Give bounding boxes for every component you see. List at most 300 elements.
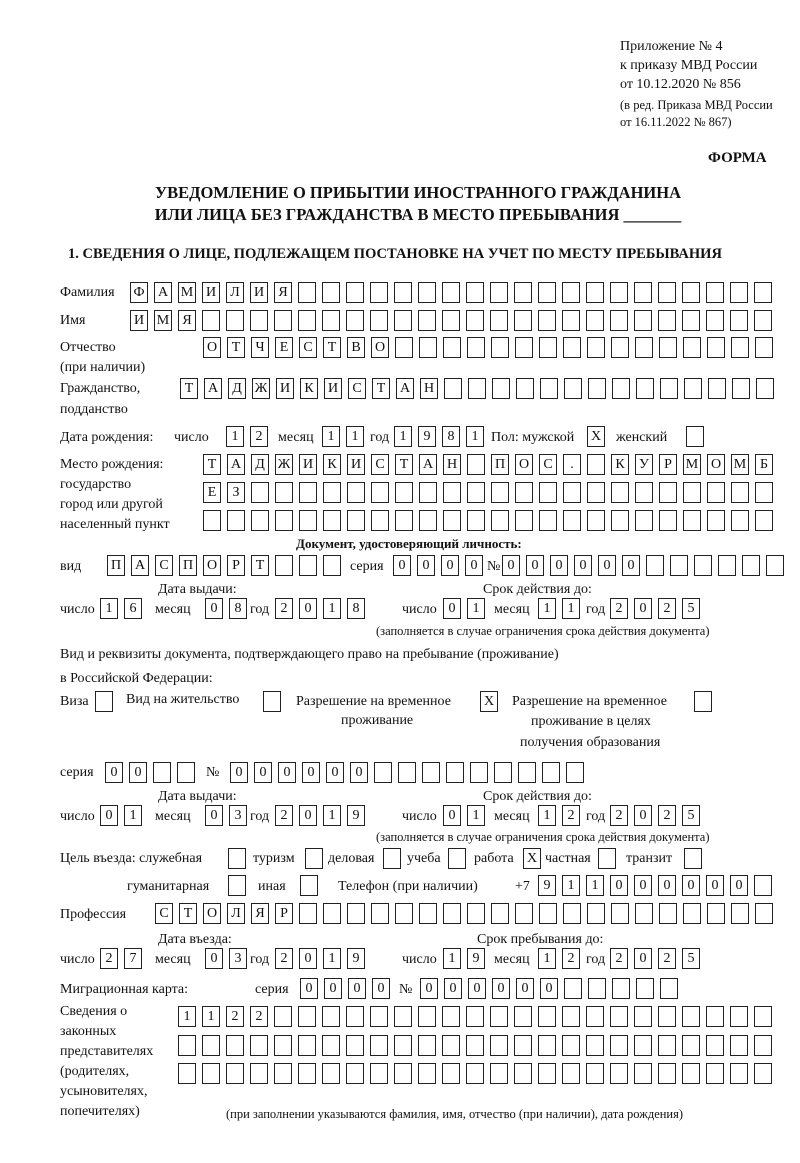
doc-kind-cell[interactable] bbox=[299, 555, 317, 576]
profession-cell[interactable]: Я bbox=[251, 903, 269, 924]
reps1-cell[interactable] bbox=[394, 1006, 412, 1027]
right-series-cell[interactable]: 0 bbox=[105, 762, 123, 783]
birthplace2-cell[interactable] bbox=[395, 482, 413, 503]
profession-cell[interactable] bbox=[755, 903, 773, 924]
doc-series-cell[interactable]: 0 bbox=[465, 555, 483, 576]
birthplace3-cell[interactable] bbox=[419, 510, 437, 531]
right-number-cell[interactable] bbox=[374, 762, 392, 783]
birthplace1-cell[interactable]: О bbox=[707, 454, 725, 475]
reps3-cell[interactable] bbox=[466, 1063, 484, 1084]
citizenship-cell[interactable]: А bbox=[396, 378, 414, 399]
name-cell[interactable] bbox=[610, 310, 628, 331]
birthplace1-cell[interactable]: . bbox=[563, 454, 581, 475]
patronymic-cell[interactable] bbox=[395, 337, 413, 358]
stay-month-cell[interactable]: 2 bbox=[562, 948, 580, 969]
reps3-cell[interactable] bbox=[202, 1063, 220, 1084]
temp-res-cell[interactable]: X bbox=[480, 691, 498, 712]
citizenship-cell[interactable] bbox=[660, 378, 678, 399]
citizenship-cell[interactable] bbox=[684, 378, 702, 399]
profession-cell[interactable] bbox=[515, 903, 533, 924]
birthplace3-cell[interactable] bbox=[731, 510, 749, 531]
reps2-cell[interactable] bbox=[394, 1035, 412, 1056]
doc-valid-year-cell[interactable]: 2 bbox=[610, 598, 628, 619]
doc-issue-year-cell[interactable]: 0 bbox=[299, 598, 317, 619]
stay-year-cell[interactable]: 5 bbox=[682, 948, 700, 969]
patronymic-cell[interactable] bbox=[539, 337, 557, 358]
p-service-cell[interactable] bbox=[228, 848, 246, 869]
stay-year-cell[interactable]: 2 bbox=[610, 948, 628, 969]
profession-cell[interactable] bbox=[659, 903, 677, 924]
surname-cell[interactable] bbox=[634, 282, 652, 303]
name-cell[interactable]: М bbox=[154, 310, 172, 331]
citizenship-cell[interactable] bbox=[444, 378, 462, 399]
birthplace2-cell[interactable] bbox=[587, 482, 605, 503]
p-private-cell[interactable] bbox=[598, 848, 616, 869]
doc-kind-cell[interactable]: П bbox=[107, 555, 125, 576]
p-tourism-cell[interactable] bbox=[305, 848, 323, 869]
doc-number-cell[interactable]: 0 bbox=[502, 555, 520, 576]
citizenship-cell[interactable] bbox=[468, 378, 486, 399]
birthplace2-cell[interactable] bbox=[683, 482, 701, 503]
birth-year-cell[interactable]: 9 bbox=[418, 426, 436, 447]
reps2-cell[interactable] bbox=[562, 1035, 580, 1056]
profession-cell[interactable]: Р bbox=[275, 903, 293, 924]
doc-valid-month-cell[interactable]: 1 bbox=[562, 598, 580, 619]
reps1-cell[interactable] bbox=[586, 1006, 604, 1027]
reps2-cell[interactable] bbox=[754, 1035, 772, 1056]
surname-cell[interactable]: Л bbox=[226, 282, 244, 303]
birthplace3-cell[interactable] bbox=[563, 510, 581, 531]
reps2-cell[interactable] bbox=[610, 1035, 628, 1056]
reps2-cell[interactable] bbox=[706, 1035, 724, 1056]
reps1-cell[interactable] bbox=[274, 1006, 292, 1027]
name-cell[interactable] bbox=[706, 310, 724, 331]
citizenship-cell[interactable] bbox=[732, 378, 750, 399]
profession-cell[interactable] bbox=[323, 903, 341, 924]
right-valid-day-cell[interactable]: 1 bbox=[467, 805, 485, 826]
doc-number-cell[interactable]: 0 bbox=[622, 555, 640, 576]
birthplace2-cell[interactable] bbox=[419, 482, 437, 503]
stay-year-cell[interactable]: 2 bbox=[658, 948, 676, 969]
birthplace2-cell[interactable]: З bbox=[227, 482, 245, 503]
doc-kind-cell[interactable] bbox=[275, 555, 293, 576]
right-valid-year-cell[interactable]: 2 bbox=[610, 805, 628, 826]
citizenship-cell[interactable]: И bbox=[324, 378, 342, 399]
birthplace2-cell[interactable] bbox=[251, 482, 269, 503]
doc-issue-day-cell[interactable]: 1 bbox=[100, 598, 118, 619]
phone-cell[interactable]: 1 bbox=[562, 875, 580, 896]
doc-kind-cell[interactable] bbox=[323, 555, 341, 576]
citizenship-cell[interactable]: Т bbox=[180, 378, 198, 399]
surname-cell[interactable] bbox=[706, 282, 724, 303]
right-number-cell[interactable] bbox=[542, 762, 560, 783]
surname-cell[interactable]: И bbox=[250, 282, 268, 303]
name-cell[interactable] bbox=[562, 310, 580, 331]
doc-number-cell[interactable] bbox=[766, 555, 784, 576]
birthplace3-cell[interactable] bbox=[299, 510, 317, 531]
reps3-cell[interactable] bbox=[658, 1063, 676, 1084]
birthplace1-cell[interactable] bbox=[587, 454, 605, 475]
profession-cell[interactable] bbox=[635, 903, 653, 924]
birthplace3-cell[interactable] bbox=[227, 510, 245, 531]
patronymic-cell[interactable]: Е bbox=[275, 337, 293, 358]
right-issue-month-cell[interactable]: 0 bbox=[205, 805, 223, 826]
name-cell[interactable] bbox=[586, 310, 604, 331]
right-series-cell[interactable] bbox=[153, 762, 171, 783]
citizenship-cell[interactable]: К bbox=[300, 378, 318, 399]
reps1-cell[interactable] bbox=[682, 1006, 700, 1027]
reps1-cell[interactable] bbox=[346, 1006, 364, 1027]
reps1-cell[interactable] bbox=[706, 1006, 724, 1027]
reps2-cell[interactable] bbox=[514, 1035, 532, 1056]
reps3-cell[interactable] bbox=[562, 1063, 580, 1084]
birthplace3-cell[interactable] bbox=[515, 510, 533, 531]
surname-cell[interactable] bbox=[514, 282, 532, 303]
reps2-cell[interactable] bbox=[586, 1035, 604, 1056]
p-other-cell[interactable] bbox=[300, 875, 318, 896]
reps3-cell[interactable] bbox=[634, 1063, 652, 1084]
citizenship-cell[interactable]: Н bbox=[420, 378, 438, 399]
birthplace3-cell[interactable] bbox=[491, 510, 509, 531]
reps1-cell[interactable]: 1 bbox=[178, 1006, 196, 1027]
doc-kind-cell[interactable]: А bbox=[131, 555, 149, 576]
patronymic-cell[interactable] bbox=[707, 337, 725, 358]
birthplace3-cell[interactable] bbox=[539, 510, 557, 531]
birthplace1-cell[interactable]: А bbox=[227, 454, 245, 475]
birthplace1-cell[interactable]: Б bbox=[755, 454, 773, 475]
patronymic-cell[interactable]: В bbox=[347, 337, 365, 358]
birthplace1-cell[interactable]: К bbox=[611, 454, 629, 475]
visa-cell[interactable] bbox=[95, 691, 113, 712]
reps3-cell[interactable] bbox=[322, 1063, 340, 1084]
reps2-cell[interactable] bbox=[442, 1035, 460, 1056]
name-cell[interactable]: И bbox=[130, 310, 148, 331]
reps2-cell[interactable] bbox=[322, 1035, 340, 1056]
birthplace3-cell[interactable] bbox=[587, 510, 605, 531]
mig-number-cell[interactable] bbox=[660, 978, 678, 999]
doc-number-cell[interactable]: 0 bbox=[574, 555, 592, 576]
reps3-cell[interactable] bbox=[442, 1063, 460, 1084]
birthplace1-cell[interactable]: И bbox=[299, 454, 317, 475]
birthplace1-cell[interactable]: Д bbox=[251, 454, 269, 475]
reps1-cell[interactable] bbox=[610, 1006, 628, 1027]
birthplace3-cell[interactable] bbox=[611, 510, 629, 531]
reps1-cell[interactable] bbox=[514, 1006, 532, 1027]
reps2-cell[interactable] bbox=[466, 1035, 484, 1056]
right-valid-year-cell[interactable]: 2 bbox=[658, 805, 676, 826]
citizenship-cell[interactable]: Д bbox=[228, 378, 246, 399]
reps2-cell[interactable] bbox=[418, 1035, 436, 1056]
surname-cell[interactable] bbox=[562, 282, 580, 303]
doc-number-cell[interactable]: 0 bbox=[598, 555, 616, 576]
birthplace2-cell[interactable] bbox=[611, 482, 629, 503]
doc-number-cell[interactable] bbox=[670, 555, 688, 576]
reps3-cell[interactable] bbox=[418, 1063, 436, 1084]
birthplace1-cell[interactable]: У bbox=[635, 454, 653, 475]
name-cell[interactable] bbox=[346, 310, 364, 331]
surname-cell[interactable] bbox=[442, 282, 460, 303]
reps1-cell[interactable] bbox=[730, 1006, 748, 1027]
birthplace2-cell[interactable] bbox=[491, 482, 509, 503]
patronymic-cell[interactable]: О bbox=[371, 337, 389, 358]
citizenship-cell[interactable] bbox=[756, 378, 774, 399]
reps2-cell[interactable] bbox=[226, 1035, 244, 1056]
reps3-cell[interactable] bbox=[274, 1063, 292, 1084]
name-cell[interactable]: Я bbox=[178, 310, 196, 331]
citizenship-cell[interactable] bbox=[636, 378, 654, 399]
birth-month-cell[interactable]: 1 bbox=[346, 426, 364, 447]
surname-cell[interactable]: И bbox=[202, 282, 220, 303]
mig-number-cell[interactable] bbox=[636, 978, 654, 999]
birthplace3-cell[interactable] bbox=[371, 510, 389, 531]
birthplace3-cell[interactable] bbox=[683, 510, 701, 531]
entry-year-cell[interactable]: 2 bbox=[275, 948, 293, 969]
profession-cell[interactable]: О bbox=[203, 903, 221, 924]
birthplace3-cell[interactable] bbox=[251, 510, 269, 531]
birthplace2-cell[interactable] bbox=[299, 482, 317, 503]
doc-series-cell[interactable]: 0 bbox=[441, 555, 459, 576]
birthplace3-cell[interactable] bbox=[755, 510, 773, 531]
name-cell[interactable] bbox=[442, 310, 460, 331]
birthplace3-cell[interactable] bbox=[275, 510, 293, 531]
phone-cell[interactable]: 0 bbox=[610, 875, 628, 896]
phone-cell[interactable]: 1 bbox=[586, 875, 604, 896]
citizenship-cell[interactable]: Т bbox=[372, 378, 390, 399]
birthplace2-cell[interactable] bbox=[467, 482, 485, 503]
reps2-cell[interactable] bbox=[370, 1035, 388, 1056]
mig-number-cell[interactable]: 0 bbox=[444, 978, 462, 999]
patronymic-cell[interactable]: Т bbox=[227, 337, 245, 358]
reps2-cell[interactable] bbox=[538, 1035, 556, 1056]
profession-cell[interactable] bbox=[563, 903, 581, 924]
reps2-cell[interactable] bbox=[682, 1035, 700, 1056]
doc-valid-day-cell[interactable]: 0 bbox=[443, 598, 461, 619]
p-business-cell[interactable] bbox=[383, 848, 401, 869]
mig-number-cell[interactable] bbox=[612, 978, 630, 999]
reps2-cell[interactable] bbox=[658, 1035, 676, 1056]
birthplace2-cell[interactable] bbox=[443, 482, 461, 503]
right-valid-day-cell[interactable]: 0 bbox=[443, 805, 461, 826]
name-cell[interactable] bbox=[250, 310, 268, 331]
birthplace2-cell[interactable] bbox=[515, 482, 533, 503]
reps3-cell[interactable] bbox=[610, 1063, 628, 1084]
doc-kind-cell[interactable]: Т bbox=[251, 555, 269, 576]
right-issue-year-cell[interactable]: 0 bbox=[299, 805, 317, 826]
profession-cell[interactable] bbox=[611, 903, 629, 924]
reps2-cell[interactable] bbox=[490, 1035, 508, 1056]
reps1-cell[interactable]: 1 bbox=[202, 1006, 220, 1027]
right-number-cell[interactable] bbox=[566, 762, 584, 783]
name-cell[interactable] bbox=[754, 310, 772, 331]
entry-year-cell[interactable]: 0 bbox=[299, 948, 317, 969]
phone-cell[interactable]: 0 bbox=[634, 875, 652, 896]
doc-kind-cell[interactable]: С bbox=[155, 555, 173, 576]
name-cell[interactable] bbox=[418, 310, 436, 331]
birthplace3-cell[interactable] bbox=[323, 510, 341, 531]
p-transit-cell[interactable] bbox=[684, 848, 702, 869]
birthplace2-cell[interactable] bbox=[755, 482, 773, 503]
surname-cell[interactable]: М bbox=[178, 282, 196, 303]
doc-number-cell[interactable] bbox=[694, 555, 712, 576]
doc-issue-year-cell[interactable]: 2 bbox=[275, 598, 293, 619]
stay-day-cell[interactable]: 9 bbox=[467, 948, 485, 969]
patronymic-cell[interactable]: С bbox=[299, 337, 317, 358]
birthplace1-cell[interactable] bbox=[467, 454, 485, 475]
surname-cell[interactable] bbox=[754, 282, 772, 303]
surname-cell[interactable] bbox=[322, 282, 340, 303]
reps1-cell[interactable]: 2 bbox=[226, 1006, 244, 1027]
surname-cell[interactable] bbox=[490, 282, 508, 303]
reps3-cell[interactable] bbox=[250, 1063, 268, 1084]
surname-cell[interactable]: Я bbox=[274, 282, 292, 303]
reps3-cell[interactable] bbox=[538, 1063, 556, 1084]
reps2-cell[interactable] bbox=[346, 1035, 364, 1056]
reps1-cell[interactable] bbox=[538, 1006, 556, 1027]
birthplace1-cell[interactable]: А bbox=[419, 454, 437, 475]
reps1-cell[interactable] bbox=[442, 1006, 460, 1027]
birthplace1-cell[interactable]: П bbox=[491, 454, 509, 475]
right-number-cell[interactable] bbox=[470, 762, 488, 783]
surname-cell[interactable] bbox=[610, 282, 628, 303]
birthplace2-cell[interactable] bbox=[539, 482, 557, 503]
right-number-cell[interactable] bbox=[422, 762, 440, 783]
citizenship-cell[interactable] bbox=[612, 378, 630, 399]
birth-year-cell[interactable]: 8 bbox=[442, 426, 460, 447]
stay-day-cell[interactable]: 1 bbox=[443, 948, 461, 969]
right-issue-year-cell[interactable]: 1 bbox=[323, 805, 341, 826]
mig-number-cell[interactable] bbox=[588, 978, 606, 999]
reps3-cell[interactable] bbox=[586, 1063, 604, 1084]
doc-issue-year-cell[interactable]: 8 bbox=[347, 598, 365, 619]
right-series-cell[interactable]: 0 bbox=[129, 762, 147, 783]
name-cell[interactable] bbox=[538, 310, 556, 331]
birthplace1-cell[interactable]: М bbox=[731, 454, 749, 475]
birthplace2-cell[interactable] bbox=[707, 482, 725, 503]
birthplace2-cell[interactable]: Е bbox=[203, 482, 221, 503]
birth-day-cell[interactable]: 2 bbox=[250, 426, 268, 447]
profession-cell[interactable] bbox=[371, 903, 389, 924]
reps2-cell[interactable] bbox=[274, 1035, 292, 1056]
birthplace3-cell[interactable] bbox=[203, 510, 221, 531]
profession-cell[interactable] bbox=[707, 903, 725, 924]
doc-number-cell[interactable]: 0 bbox=[550, 555, 568, 576]
right-issue-year-cell[interactable]: 9 bbox=[347, 805, 365, 826]
birthplace3-cell[interactable] bbox=[347, 510, 365, 531]
mig-series-cell[interactable]: 0 bbox=[372, 978, 390, 999]
mig-series-cell[interactable]: 0 bbox=[324, 978, 342, 999]
birthplace2-cell[interactable] bbox=[635, 482, 653, 503]
reps3-cell[interactable] bbox=[226, 1063, 244, 1084]
profession-cell[interactable] bbox=[587, 903, 605, 924]
right-number-cell[interactable]: 0 bbox=[254, 762, 272, 783]
doc-issue-month-cell[interactable]: 0 bbox=[205, 598, 223, 619]
surname-cell[interactable] bbox=[418, 282, 436, 303]
doc-kind-cell[interactable]: Р bbox=[227, 555, 245, 576]
phone-cell[interactable]: 9 bbox=[538, 875, 556, 896]
reps3-cell[interactable] bbox=[706, 1063, 724, 1084]
citizenship-cell[interactable] bbox=[588, 378, 606, 399]
surname-cell[interactable]: Ф bbox=[130, 282, 148, 303]
right-number-cell[interactable]: 0 bbox=[278, 762, 296, 783]
birthplace1-cell[interactable]: О bbox=[515, 454, 533, 475]
birthplace1-cell[interactable]: К bbox=[323, 454, 341, 475]
surname-cell[interactable] bbox=[730, 282, 748, 303]
reps1-cell[interactable] bbox=[562, 1006, 580, 1027]
name-cell[interactable] bbox=[730, 310, 748, 331]
reps2-cell[interactable] bbox=[178, 1035, 196, 1056]
doc-issue-year-cell[interactable]: 1 bbox=[323, 598, 341, 619]
reps3-cell[interactable] bbox=[514, 1063, 532, 1084]
patronymic-cell[interactable] bbox=[731, 337, 749, 358]
reps1-cell[interactable] bbox=[658, 1006, 676, 1027]
entry-month-cell[interactable]: 0 bbox=[205, 948, 223, 969]
birthplace3-cell[interactable] bbox=[707, 510, 725, 531]
reps3-cell[interactable] bbox=[346, 1063, 364, 1084]
phone-cell[interactable]: 0 bbox=[658, 875, 676, 896]
reps1-cell[interactable] bbox=[490, 1006, 508, 1027]
profession-cell[interactable] bbox=[395, 903, 413, 924]
birthplace3-cell[interactable] bbox=[395, 510, 413, 531]
profession-cell[interactable] bbox=[539, 903, 557, 924]
birthplace3-cell[interactable] bbox=[659, 510, 677, 531]
birthplace3-cell[interactable] bbox=[467, 510, 485, 531]
birthplace1-cell[interactable]: И bbox=[347, 454, 365, 475]
surname-cell[interactable]: А bbox=[154, 282, 172, 303]
reps1-cell[interactable] bbox=[322, 1006, 340, 1027]
patronymic-cell[interactable] bbox=[491, 337, 509, 358]
right-series-cell[interactable] bbox=[177, 762, 195, 783]
patronymic-cell[interactable] bbox=[587, 337, 605, 358]
reps1-cell[interactable] bbox=[370, 1006, 388, 1027]
doc-kind-cell[interactable]: П bbox=[179, 555, 197, 576]
birthplace1-cell[interactable]: Р bbox=[659, 454, 677, 475]
name-cell[interactable] bbox=[466, 310, 484, 331]
reps2-cell[interactable] bbox=[298, 1035, 316, 1056]
name-cell[interactable] bbox=[298, 310, 316, 331]
patronymic-cell[interactable]: О bbox=[203, 337, 221, 358]
p-humanitarian-cell[interactable] bbox=[228, 875, 246, 896]
right-issue-day-cell[interactable]: 1 bbox=[124, 805, 142, 826]
citizenship-cell[interactable] bbox=[564, 378, 582, 399]
p-study-cell[interactable] bbox=[448, 848, 466, 869]
profession-cell[interactable] bbox=[683, 903, 701, 924]
citizenship-cell[interactable] bbox=[492, 378, 510, 399]
stay-year-cell[interactable]: 0 bbox=[634, 948, 652, 969]
birthplace1-cell[interactable]: Т bbox=[395, 454, 413, 475]
birthplace2-cell[interactable] bbox=[563, 482, 581, 503]
birthplace3-cell[interactable] bbox=[635, 510, 653, 531]
surname-cell[interactable] bbox=[682, 282, 700, 303]
birthplace1-cell[interactable]: Ж bbox=[275, 454, 293, 475]
name-cell[interactable] bbox=[634, 310, 652, 331]
profession-cell[interactable] bbox=[467, 903, 485, 924]
patronymic-cell[interactable] bbox=[515, 337, 533, 358]
citizenship-cell[interactable] bbox=[708, 378, 726, 399]
right-number-cell[interactable] bbox=[446, 762, 464, 783]
reps2-cell[interactable] bbox=[634, 1035, 652, 1056]
name-cell[interactable] bbox=[274, 310, 292, 331]
phone-cell[interactable] bbox=[754, 875, 772, 896]
doc-issue-day-cell[interactable]: 6 bbox=[124, 598, 142, 619]
reps1-cell[interactable] bbox=[418, 1006, 436, 1027]
birthplace1-cell[interactable]: Т bbox=[203, 454, 221, 475]
patronymic-cell[interactable] bbox=[467, 337, 485, 358]
phone-cell[interactable]: 0 bbox=[730, 875, 748, 896]
doc-valid-year-cell[interactable]: 5 bbox=[682, 598, 700, 619]
mig-number-cell[interactable]: 0 bbox=[468, 978, 486, 999]
reps1-cell[interactable] bbox=[466, 1006, 484, 1027]
patronymic-cell[interactable] bbox=[563, 337, 581, 358]
